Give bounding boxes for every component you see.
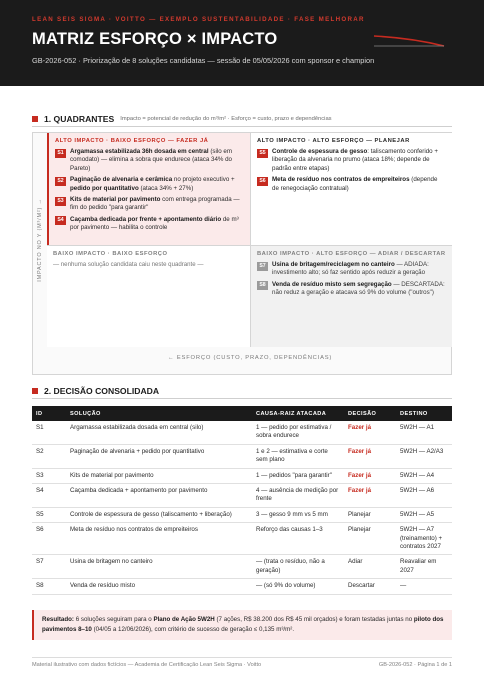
document-subtitle: GB-2026-052 · Priorização de 8 soluções candidatas — sessão de 05/05/2026 com sponsor e champion [32,56,375,65]
cell-solution: Kits de material por pavimento [66,468,252,483]
section-divider [32,398,452,399]
table-row [32,579,452,594]
result-callout [32,610,452,640]
table-row [32,523,452,555]
section-decision-heading [32,386,159,396]
solution-id-badge: S7 [257,262,268,271]
section-marker [32,116,38,122]
solution-text: Venda de resíduo misto sem segregação — DESCARTADA: não reduz a geração e atacava só 9% do volume ("outros") [272,280,445,297]
x-axis-label: ← ESFORÇO (CUSTO, PRAZO, DEPENDÊNCIAS) [167,355,333,361]
cell-decision: Fazer já [344,468,396,483]
solution-text: Controle de espessura de gesso: taliscamento conferido + liberação da alvenaria no prumo (ataca 18%; depende de padrão entre etapas) [272,148,438,172]
column-header-id: ID [32,406,66,421]
cell-id: S3 [32,468,66,483]
cell-decision: Adiar [344,555,396,579]
cell-solution: Controle de espessura de gesso (taliscamento + liberação) [66,507,252,522]
quadrant-defer-discard [250,245,452,347]
solution-item [257,281,446,298]
quadrant-label: BAIXO IMPACTO · ALTO ESFORÇO — ADIAR / DESCARTAR [257,251,446,257]
cell-solution: Argamassa estabilizada dosada em central (silo) [66,421,252,444]
cell-decision: Planejar [344,507,396,522]
solution-id-badge: S5 [257,149,268,158]
cell-destination: 5W2H — A7 (treinamento) + contratos 2027 [396,523,452,555]
decision-table [32,406,452,595]
cell-destination: 5W2H — A2/A3 [396,444,452,468]
section-divider [32,126,452,127]
section-note: Impacto = potencial de redução do m³/m² · Esforço = custo, prazo e dependências [120,116,332,122]
solution-id-badge: S2 [55,177,66,186]
solution-id-badge: S4 [55,216,66,225]
solution-item [257,148,446,173]
table-row [32,555,452,579]
y-axis-label: IMPACTO NO Y (M³/M²) → [37,198,43,282]
table-row [32,468,452,483]
cell-destination: Reavaliar em 2027 [396,555,452,579]
cell-root-cause: — (trata o resíduo, não a geração) [252,555,344,579]
quadrant-plan [250,133,452,245]
cell-decision: Fazer já [344,421,396,444]
footer-disclaimer: Material ilustrativo com dados fictícios — Academia de Certificação Lean Seis Sigma · Voitto [32,662,262,668]
footer-page-info: GB-2026-052 · Página 1 de 1 [378,662,452,668]
solution-text: Kits de material por pavimento com entrega programada — fim do pedido "para garantir" [70,196,240,212]
section-title: 2. DECISÃO CONSOLIDADA [44,386,160,396]
solution-text: Paginação de alvenaria e cerâmica no projeto executivo + pedido por quantitativo (ataca 34% + 27%) [70,176,235,192]
cell-root-cause: 1 e 2 — estimativa e corte sem plano [252,444,344,468]
solution-text: Argamassa estabilizada 36h dosada em central (silo em comodato) — elimina a sobra que endurece (ataca 34% do Pareto) [70,148,233,172]
result-highlight: piloto dos pavimentos 8–10 [42,616,444,633]
column-header-solution: SOLUÇÃO [66,406,252,421]
cell-solution: Venda de resíduo misto [66,579,252,594]
header-decoration-graphic [372,26,446,52]
result-text: (7 ações, R$ 38.200 dos R$ 45 mil orçados) e foram testadas juntas no [214,616,414,623]
y-axis [33,133,47,347]
section-title: 1. QUADRANTES [44,114,115,124]
solution-item [55,176,244,193]
effort-impact-matrix [32,132,452,375]
cell-id: S4 [32,484,66,508]
column-header-decision: DECISÃO [344,406,396,421]
header-kicker: LEAN SEIS SIGMA · VOITTO — EXEMPLO SUSTENTABILIDADE · FASE MELHORAR [32,16,365,23]
solution-item [55,216,244,233]
column-header-root-cause: CAUSA-RAIZ ATACADA [252,406,344,421]
cell-destination: 5W2H — A4 [396,468,452,483]
cell-root-cause: Reforço das causas 1–3 [252,523,344,555]
result-text: (04/05 a 12/06/2026), com critério de sucesso de geração ≤ 0,135 m³/m². [91,625,295,633]
result-highlight: Plano de Ação 5W2H [153,616,215,623]
solution-item [257,261,446,278]
section-marker [32,388,38,394]
result-text: 6 soluções seguiram para o [73,616,154,623]
table-row [32,484,452,508]
quadrant-do-now [47,133,250,245]
quadrant-low-low [47,245,250,347]
column-header-destination: DESTINO [396,406,452,421]
cell-id: S6 [32,523,66,555]
cell-id: S7 [32,555,66,579]
cell-destination: 5W2H — A5 [396,507,452,522]
document-header [0,0,484,86]
cell-root-cause: 1 — pedido por estimativa / sobra endurece [252,421,344,444]
solution-item [55,148,244,173]
solution-item [55,196,244,213]
cell-id: S8 [32,579,66,594]
cell-id: S2 [32,444,66,468]
cell-solution: Meta de resíduo nos contratos de empreiteiros [66,523,252,555]
cell-decision: Planejar [344,523,396,555]
quadrant-label: ALTO IMPACTO · BAIXO ESFORÇO — FAZER JÁ [55,138,209,144]
solution-id-badge: S6 [257,177,268,186]
section-quadrants-heading [32,114,332,124]
cell-solution: Caçamba dedicada + apontamento por pavimento [66,484,252,508]
solution-id-badge: S8 [257,281,268,290]
cell-decision: Fazer já [344,484,396,508]
cell-root-cause: 1 — pedidos "para garantir" [252,468,344,483]
cell-decision: Descartar [344,579,396,594]
cell-solution: Paginação de alvenaria + pedido por quantitativo [66,444,252,468]
quadrant-label: ALTO IMPACTO · ALTO ESFORÇO — PLANEJAR [257,138,410,144]
cell-decision: Fazer já [344,444,396,468]
cell-root-cause: — (só 9% do volume) [252,579,344,594]
solution-item [257,176,446,193]
solution-id-badge: S1 [55,149,66,158]
table-row [32,421,452,444]
cell-destination: — [396,579,452,594]
cell-root-cause: 4 — ausência de medição por frente [252,484,344,508]
footer-divider [32,657,452,658]
cell-destination: 5W2H — A6 [396,484,452,508]
cell-solution: Usina de britagem no canteiro [66,555,252,579]
document-title: MATRIZ ESFORÇO × IMPACTO [32,30,278,48]
cell-id: S5 [32,507,66,522]
solution-text: Meta de resíduo nos contratos de empreiteiros (depende de renegociação contratual) [272,176,438,192]
table-header-row [32,406,452,421]
empty-quadrant-note: — nenhuma solução candidata caiu neste quadrante — [53,261,204,268]
solution-id-badge: S3 [55,197,66,206]
result-label: Resultado: [42,616,74,623]
table-row [32,444,452,468]
cell-root-cause: 3 — gesso 9 mm vs 5 mm [252,507,344,522]
cell-id: S1 [32,421,66,444]
table-row [32,507,452,522]
solution-text: Caçamba dedicada por frente + apontamento diário de m³ por pavimento — habilita o controle [70,215,239,232]
quadrant-label: BAIXO IMPACTO · BAIXO ESFORÇO [53,251,168,257]
solution-text: Usina de britagem/reciclagem no canteiro — ADIADA: investimento alto; só faz sentido após reduzir a geração [272,261,429,277]
cell-destination: 5W2H — A1 [396,421,452,444]
